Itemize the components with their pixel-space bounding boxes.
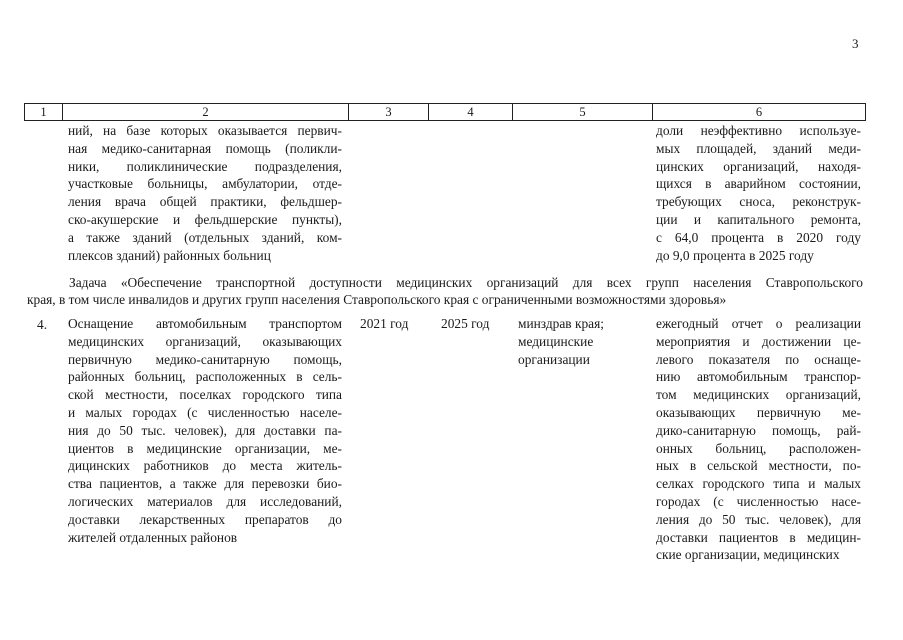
text-line: левого показателя по оснаще- <box>656 351 861 367</box>
text-line: ские организации, медицинских <box>656 547 840 563</box>
task-heading-line-2: края, в том числе инвалидов и других групп населения Ставропольского края с ограниченными возможностями здоровья» <box>27 292 727 307</box>
column-header-4: 4 <box>429 104 513 121</box>
text-line: ства пациентов, а также для перевозки био- <box>68 476 342 492</box>
text-line: ления врача общей практики, фельдшер- <box>68 194 342 210</box>
text-line: а также зданий (отдельных зданий, ком- <box>68 229 342 245</box>
text-line: минздрав края; <box>518 316 604 331</box>
text-line: районных больниц, расположенных в сель- <box>68 369 342 385</box>
text-line: доставки пациентов в медицин- <box>656 529 861 545</box>
text-line: логических материалов для исследований, <box>68 493 342 509</box>
text-line: доставки лекарственных препаратов до <box>68 511 342 527</box>
task-heading-line-1: Задача «Обеспечение транспортной доступности медицинских организаций для всех групп населения Ставропольского <box>69 275 863 290</box>
row-description <box>68 315 342 546</box>
text-line: ления до 50 тыс. человек), для <box>656 511 861 527</box>
text-line: дико-санитарную помощь, рай- <box>656 422 861 438</box>
text-line: ная медико-санитарная помощь (поликли- <box>68 140 342 156</box>
text-line: ния до 50 тыс. человек), для доставки па- <box>68 422 342 438</box>
task-heading <box>27 274 863 308</box>
row-result <box>656 315 861 564</box>
text-line: ники, поликлинические подразделения, <box>68 158 342 174</box>
text-line: и малых городах (с численностью населе- <box>68 404 342 420</box>
text-line: участковые больницы, амбулатории, отде- <box>68 176 342 192</box>
text-line: нию автомобильным транспор- <box>656 369 861 385</box>
text-line: Оснащение автомобильным транспортом <box>68 316 342 331</box>
text-line: циентов в медицинские организации, ме- <box>68 440 342 456</box>
column-header-2: 2 <box>63 104 349 121</box>
text-line: дицинских работников до места житель- <box>68 458 342 474</box>
row-end-year: 2025 год <box>441 316 490 331</box>
text-line: требующих сноса, реконструк- <box>656 194 861 210</box>
column-header-1: 1 <box>25 104 63 121</box>
text-line: селках городского типа и малых <box>656 476 861 492</box>
column-header-row <box>24 103 866 121</box>
text-line: оказывающих первичную ме- <box>656 404 861 420</box>
text-line: доли неэффективно используе- <box>656 123 861 138</box>
continuation-description <box>68 122 342 264</box>
column-header-3: 3 <box>349 104 429 121</box>
text-line: до 9,0 процента в 2025 году <box>656 247 814 263</box>
text-line: ежегодный отчет о реализации <box>656 316 861 331</box>
text-line: жителей отдаленных районов <box>68 529 238 545</box>
text-line: ных в сельской местности, по- <box>656 458 861 474</box>
text-line: организации <box>518 351 590 367</box>
continuation-result <box>656 122 861 264</box>
column-header-6: 6 <box>653 104 866 121</box>
row-start-year: 2021 год <box>360 316 409 331</box>
text-line: ско-акушерские и фельдшерские пункты), <box>68 211 342 227</box>
text-line: том медицинских организаций, <box>656 387 861 403</box>
text-line: ской местности, поселках городского типа <box>68 387 342 403</box>
text-line: онных больниц, расположен- <box>656 440 861 456</box>
page-number: 3 <box>852 36 859 51</box>
text-line: щихся в аварийном состоянии, <box>656 176 861 192</box>
text-line: первичную медико-санитарную помощь, <box>68 351 342 367</box>
row-number: 4. <box>37 317 48 332</box>
text-line: ний, на базе которых оказывается первич- <box>68 123 342 138</box>
text-line: медицинские <box>518 333 594 349</box>
text-line: мероприятия и достижении це- <box>656 333 861 349</box>
text-line: цинских организаций, находя- <box>656 158 861 174</box>
text-line: мых площадей, зданий меди- <box>656 140 861 156</box>
text-line: медицинских организаций, оказывающих <box>68 333 342 349</box>
text-line: городах (с численностью насе- <box>656 493 861 509</box>
row-responsible <box>518 315 648 368</box>
column-header-5: 5 <box>513 104 653 121</box>
text-line: плексов зданий) районных больниц <box>68 247 271 263</box>
text-line: ции и капитального ремонта, <box>656 211 861 227</box>
text-line: с 64,0 процента в 2020 году <box>656 229 861 245</box>
